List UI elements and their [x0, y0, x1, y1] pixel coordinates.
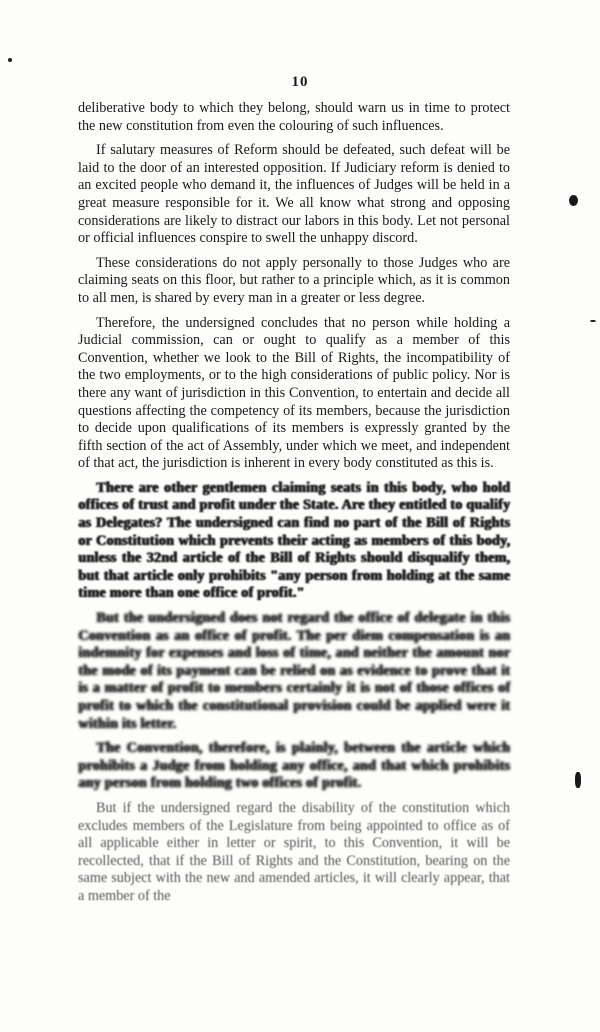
body-text: [78, 100, 510, 913]
ink-blot: [569, 195, 578, 206]
paragraph: These considerations do not apply personally to those Judges who are claiming seats on this floor, but rather to a principle which, as it is common to all men, is shared by every man in a greater or less degree.: [78, 254, 510, 306]
paragraph: There are other gentlemen claiming seats in this body, who hold offices of trust and profit under the State. Are they entitled to qualify as Delegates? The undersigned can find no part of the Bill of Rights or Constitution which prevents their acting as members of this body, unless the 32nd article of the Bill of Rights should disqualify them, but that article only prohibits "any person from holding at the same time more than one office of profit.": [78, 479, 510, 602]
paragraph: But if the undersigned regard the disability of the constitution which excludes members of the Legislature from being appointed to office as of all applicable either in letter or spirit, to this Convention, it will be recollected, that if the Bill of Rights and the Constitution, bearing on the same subject with the new and amended articles, it will clearly appear, that a member of the: [78, 799, 510, 904]
paragraph: The Convention, therefore, is plainly, between the article which prohibits a Judge from holding any office, and that which prohibits any person from holding two offices of profit.: [78, 740, 510, 792]
ink-blot: [590, 320, 596, 322]
ink-speck: [8, 58, 12, 62]
ink-blot: [575, 772, 581, 788]
page-number: 10: [291, 74, 309, 90]
paragraph: But the undersigned does not regard the office of delegate in this Convention as an office of profit. The per diem compensation is an indemnity for expenses and loss of time, and neither the amount nor the mode of its payment can be relied on as evidence to prove that it is a matter of profit to members certainly it is not of those offices of profit to which the constitutional provision could be applied were it within its letter.: [78, 610, 510, 732]
paragraph: If salutary measures of Reform should be defeated, such defeat will be laid to the door of an interested opposition. If Judiciary reform is denied to an excited people who demand it, the influences of Judges will be held in a great measure responsible for it. We all know what strong and opposing considerations are likely to distract our labors in this body. Let not personal or official influences conspire to swell the unhappy discord.: [78, 142, 510, 247]
paragraph: Therefore, the undersigned concludes that no person while holding a Judicial commission, can or ought to qualify as a member of this Convention, whether we look to the Bill of Rights, the incompatibility of the two employments, or to the high considerations of public policy. Nor is there any want of jurisdiction in this Convention, to entertain and decide all questions affecting the competency of its members, because the jurisdiction to decide upon qualifications of its members is expressly granted by the fifth section of the act of Assembly, under which we meet, and independent of that act, the jurisdiction is inherent in every body constituted as this is.: [78, 314, 510, 472]
paragraph: deliberative body to which they belong, should warn us in time to protect the new constitution from even the colouring of such influences.: [78, 100, 510, 134]
